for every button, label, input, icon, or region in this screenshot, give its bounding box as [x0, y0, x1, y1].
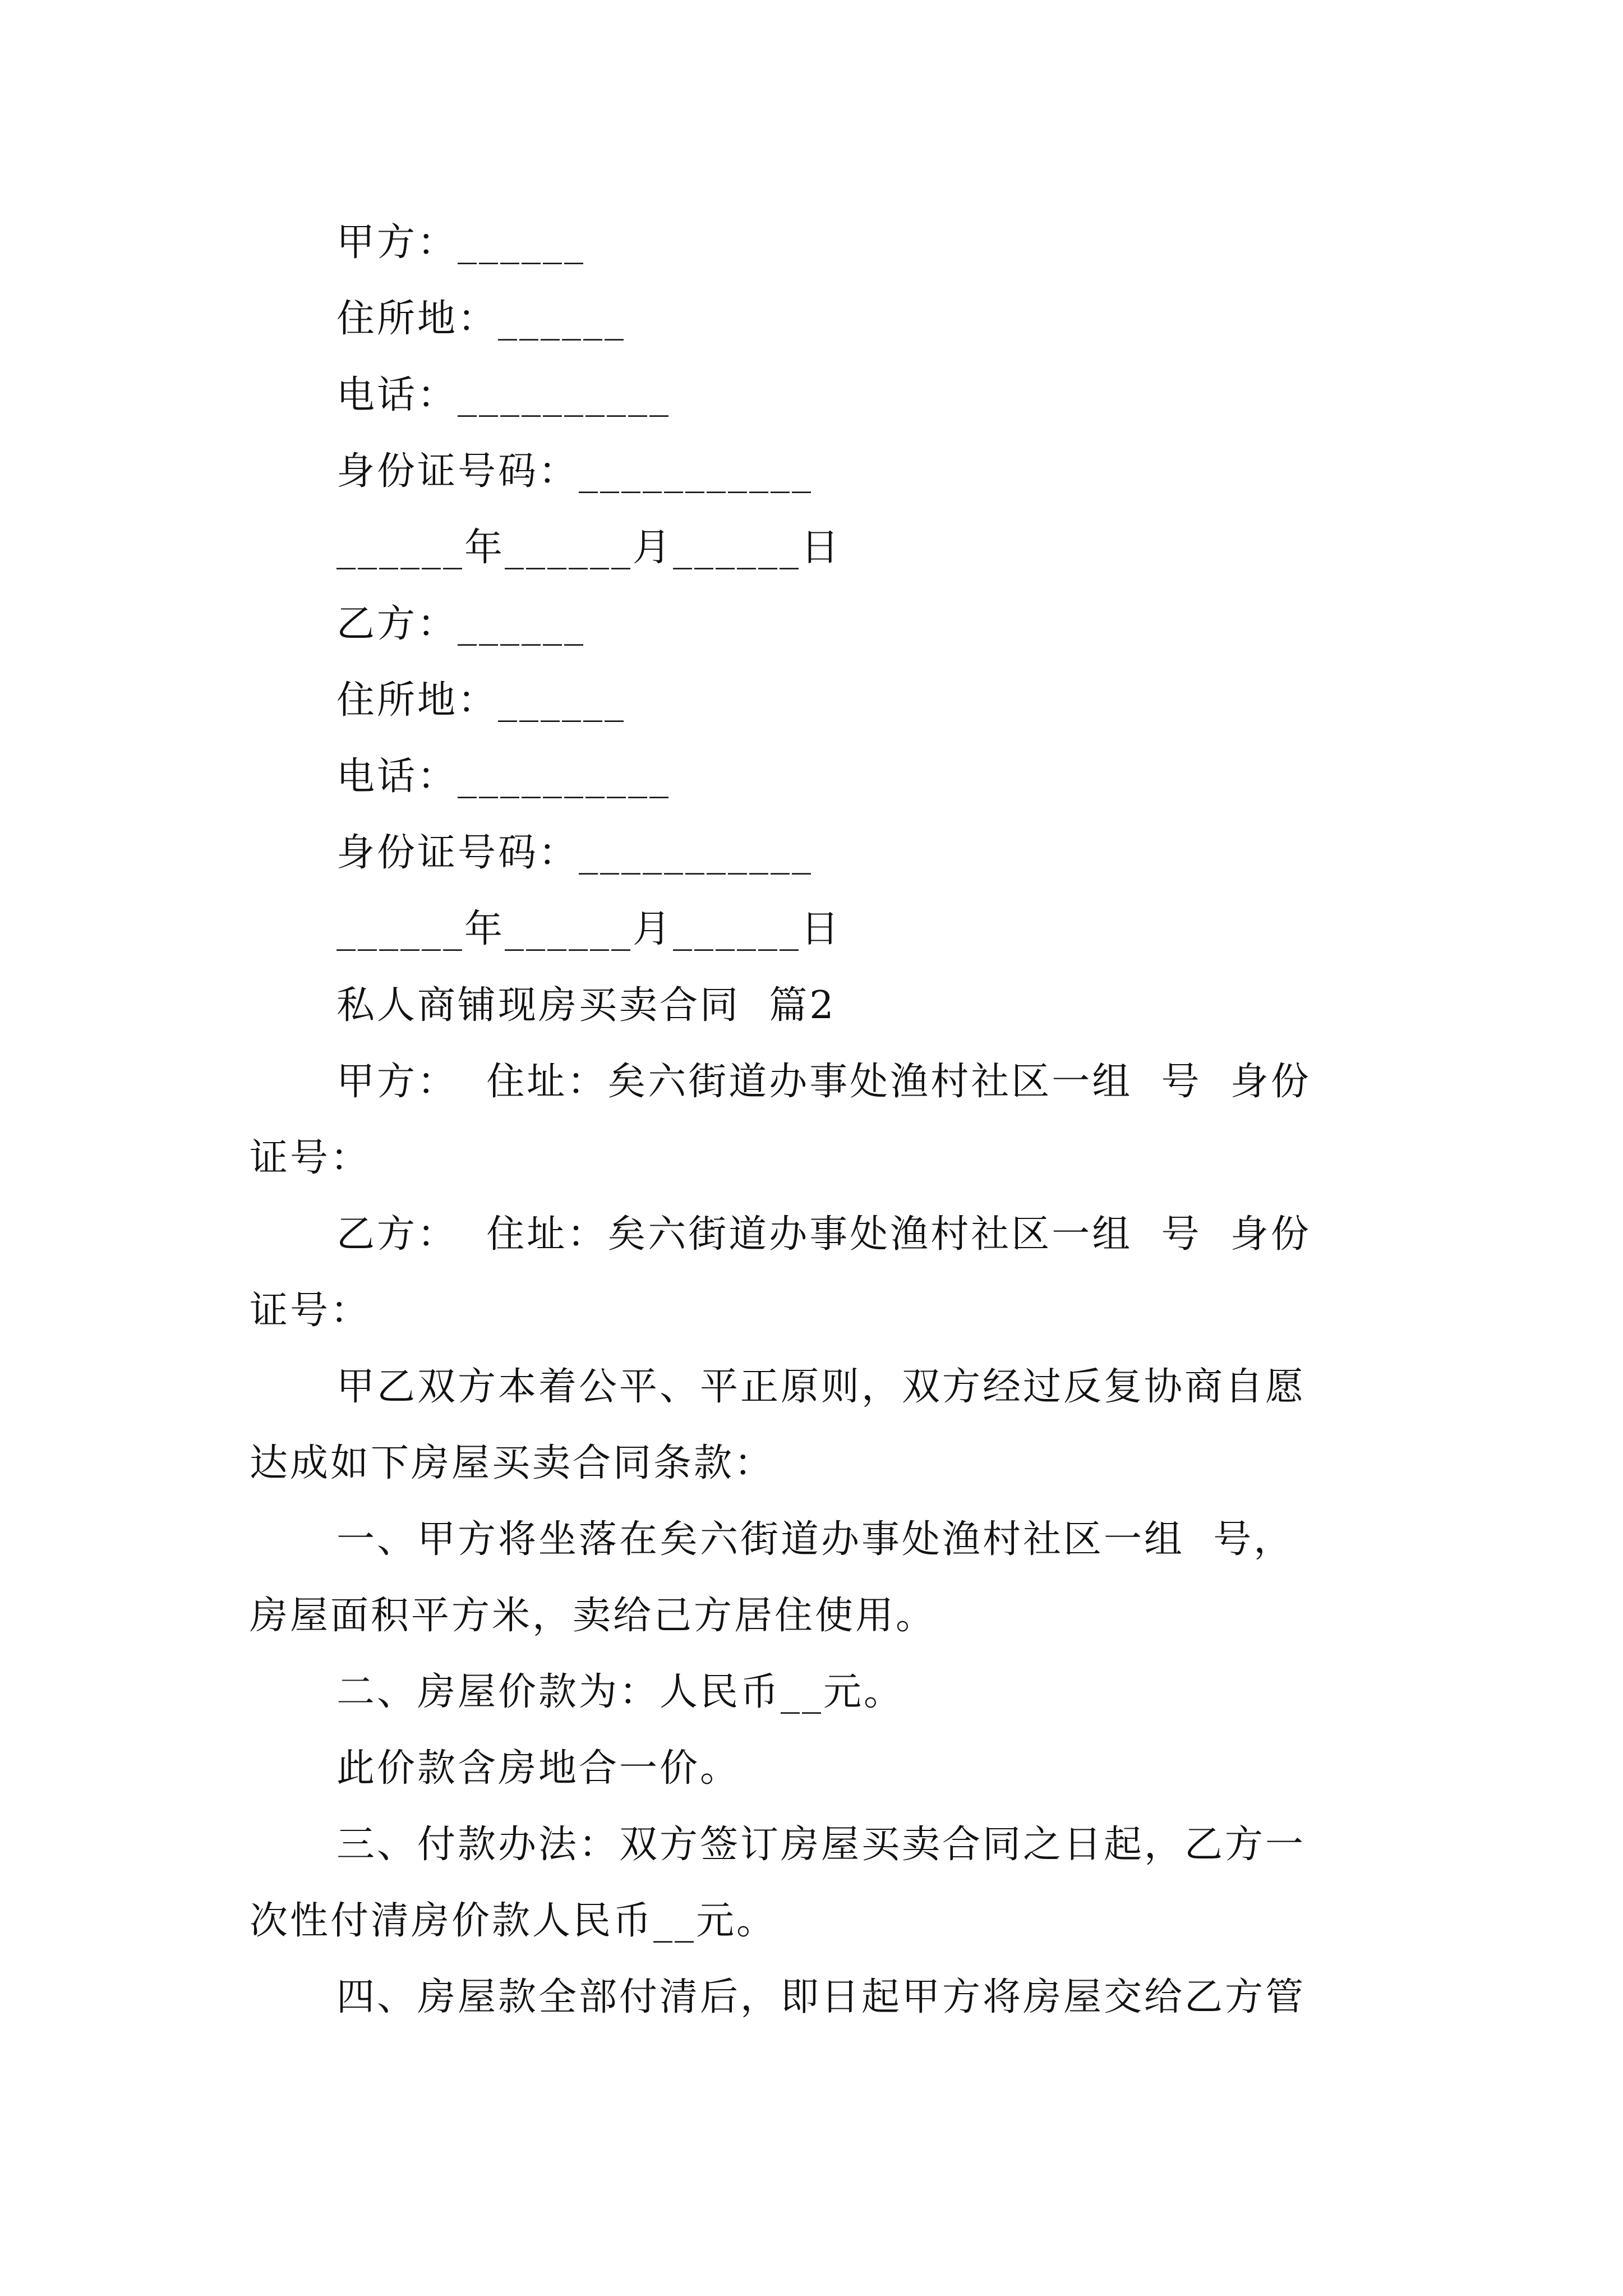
party-b-name: 乙方：______ — [336, 602, 586, 646]
clause-1-continued: 房屋面积平方米，卖给己方居住使用。 — [250, 1594, 937, 1638]
clause-3-continued: 次性付清房价款人民币__元。 — [250, 1899, 777, 1943]
intro-paragraph-continued: 达成如下房屋买卖合同条款： — [250, 1441, 775, 1485]
party-a-date: ______年______月______日 — [336, 526, 842, 570]
party-a-details-continued: 证号： — [250, 1136, 371, 1180]
party-a-address: 住所地：______ — [336, 297, 626, 341]
section-heading: 私人商铺现房买卖合同 篇2 — [336, 983, 836, 1028]
clause-4: 四、房屋款全部付清后，即日起甲方将房屋交给乙方管 — [336, 1975, 1306, 2019]
party-a-id-number: 身份证号码：___________ — [336, 449, 814, 494]
party-a-details: 甲方： 住址：矣六街道办事处渔村社区一组 号 身份 — [336, 1060, 1311, 1104]
party-b-id-number: 身份证号码：___________ — [336, 831, 814, 875]
clause-3: 三、付款办法：双方签订房屋买卖合同之日起，乙方一 — [336, 1823, 1306, 1867]
clause-2: 二、房屋价款为：人民币__元。 — [336, 1670, 905, 1714]
party-a-phone: 电话：__________ — [336, 373, 671, 417]
clause-1: 一、甲方将坐落在矣六街道办事处渔村社区一组 号， — [336, 1517, 1294, 1562]
party-b-address: 住所地：______ — [336, 678, 626, 723]
party-b-details-continued: 证号： — [250, 1289, 371, 1333]
party-a-name: 甲方：______ — [336, 220, 586, 265]
intro-paragraph: 甲乙双方本着公平、平正原则，双方经过反复协商自愿 — [336, 1365, 1306, 1409]
clause-2-note: 此价款含房地合一价。 — [336, 1746, 741, 1791]
party-b-date: ______年______月______日 — [336, 907, 842, 951]
party-b-phone: 电话：__________ — [336, 754, 671, 799]
party-b-details: 乙方： 住址：矣六街道办事处渔村社区一组 号 身份 — [336, 1212, 1311, 1257]
